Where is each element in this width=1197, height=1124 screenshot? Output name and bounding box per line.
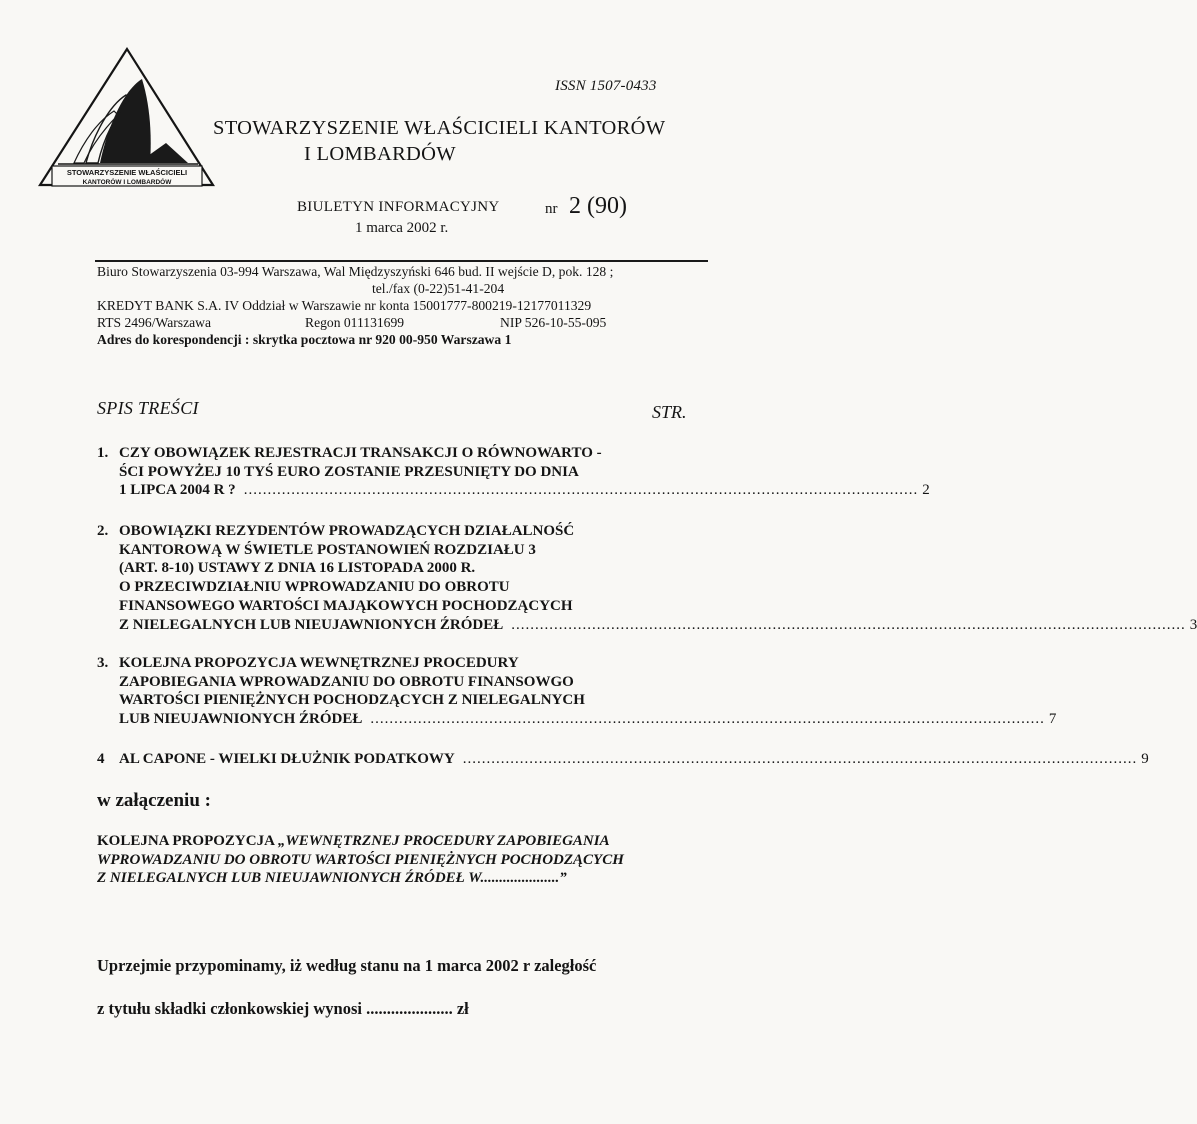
organization-name-line1: STOWARZYSZENIE WŁAŚCICIELI KANTORÓW: [213, 117, 666, 139]
toc-item-page: 3: [1189, 616, 1197, 633]
reminder-line2: z tytułu składki członkowskiej wynosi ..................... zł: [97, 999, 469, 1018]
leader-dots: ..............................................................................................................................................: [462, 751, 1138, 767]
toc-item-line: CZY OBOWIĄZEK REJESTRACJI TRANSAKCJI O RÓWNOWARTO -: [119, 445, 602, 461]
toc-item-3[interactable]: [97, 654, 1057, 729]
toc-heading: SPIS TREŚCI: [97, 398, 199, 418]
attachment-prefix: KOLEJNA PROPOZYCJA: [97, 833, 278, 849]
leader-dots: ..............................................................................................................................................: [511, 616, 1186, 633]
toc-item-line: 1 LIPCA 2004 R ?: [119, 482, 236, 499]
attachment-heading: w załączeniu :: [97, 790, 211, 811]
logo-text-1: STOWARZYSZENIE WŁAŚCICIELI: [66, 168, 188, 177]
toc-page-column-label: STR.: [652, 402, 687, 422]
attachment-description: [97, 832, 624, 888]
toc-item-number: 3.: [97, 655, 109, 671]
association-logo: [38, 45, 216, 197]
tel-fax: tel./fax (0-22)51-41-204: [372, 281, 505, 296]
correspondence-address: Adres do korespondencji : skrytka pocztowa nr 920 00-950 Warszawa 1: [97, 332, 512, 347]
regon-number: Regon 011131699: [305, 315, 405, 330]
rts-number: RTS 2496/Warszawa: [97, 315, 211, 330]
bulletin-date: 1 marca 2002 r.: [355, 220, 449, 236]
toc-item-line: KANTOROWĄ W ŚWIETLE POSTANOWIEŃ ROZDZIAŁU 3: [119, 541, 536, 558]
organization-name-line2: I LOMBARDÓW: [304, 143, 456, 165]
toc-item-line: WARTOŚCI PIENIĘŻNYCH POCHODZĄCYCH Z NIELEGALNYCH: [119, 692, 585, 709]
toc-item-number: 1.: [97, 445, 109, 461]
toc-item-1[interactable]: [97, 444, 930, 500]
attachment-title-line1: „WEWNĘTRZNEJ PROCEDURY ZAPOBIEGANIA: [277, 833, 610, 849]
toc-item-4[interactable]: [97, 750, 1149, 769]
toc-item-line: KOLEJNA PROPOZYCJA WEWNĘTRZNEJ PROCEDURY: [119, 655, 519, 671]
header-divider: [95, 260, 708, 262]
bulletin-number: 2 (90): [569, 193, 627, 219]
toc-item-line: ZAPOBIEGANIA WPROWADZANIU DO OBROTU FINANSOWGO: [119, 673, 574, 690]
bulletin-title: BIULETYN INFORMACYJNY: [297, 199, 500, 215]
toc-item-2[interactable]: [97, 522, 1197, 634]
leader-dots: ..............................................................................................................................................: [370, 711, 1045, 728]
toc-item-line: O PRZECIWDZIAŁNIU WPROWADZANIU DO OBROTU: [119, 579, 510, 596]
toc-item-page: 7: [1048, 711, 1057, 728]
office-address: Biuro Stowarzyszenia 03-994 Warszawa, Wal Międzyszyński 646 bud. II wejście D, pok. 128 ;: [97, 264, 614, 279]
logo-text-2: KANTORÓW I LOMBARDÓW: [82, 179, 172, 186]
reminder-line1: Uprzejmie przypominamy, iż według stanu na 1 marca 2002 r zaległość: [97, 956, 597, 975]
toc-item-number: 4: [97, 751, 105, 767]
toc-item-page: 9: [1141, 751, 1149, 767]
nip-number: NIP 526-10-55-095: [500, 315, 607, 330]
bulletin-number-label: nr: [545, 201, 558, 217]
toc-item-line: Z NIELEGALNYCH LUB NIEUJAWNIONYCH ŹRÓDEŁ: [119, 616, 504, 633]
issn-number: ISSN 1507-0433: [555, 78, 657, 94]
toc-item-line: FINANSOWEGO WARTOŚCI MAJĄKOWYCH POCHODZĄCYCH: [119, 597, 573, 614]
toc-item-line: LUB NIEUJAWNIONYCH ŹRÓDEŁ: [119, 711, 363, 728]
leader-dots: ..............................................................................................................................................: [243, 482, 919, 499]
toc-item-number: 2.: [97, 523, 109, 539]
toc-item-page: 2: [922, 482, 930, 499]
bank-account: KREDYT BANK S.A. IV Oddział w Warszawie nr konta 15001777-800219-12177011329: [97, 298, 592, 313]
toc-item-line: AL CAPONE - WIELKI DŁUŻNIK PODATKOWY: [119, 751, 455, 767]
toc-item-line: ŚCI POWYŻEJ 10 TYŚ EURO ZOSTANIE PRZESUNIĘTY DO DNIA: [119, 463, 579, 480]
attachment-title-line3: Z NIELEGALNYCH LUB NIEUJAWNIONYCH ŹRÓDEŁ W.....................”: [97, 870, 567, 886]
toc-item-line: OBOWIĄZKI REZYDENTÓW PROWADZĄCYCH DZIAŁALNOŚĆ: [119, 523, 575, 539]
toc-item-line: (ART. 8-10) USTAWY Z DNIA 16 LISTOPADA 2000 R.: [119, 560, 476, 577]
attachment-title-line2: WPROWADZANIU DO OBROTU WARTOŚCI PIENIĘŻNYCH POCHODZĄCYCH: [97, 851, 624, 868]
